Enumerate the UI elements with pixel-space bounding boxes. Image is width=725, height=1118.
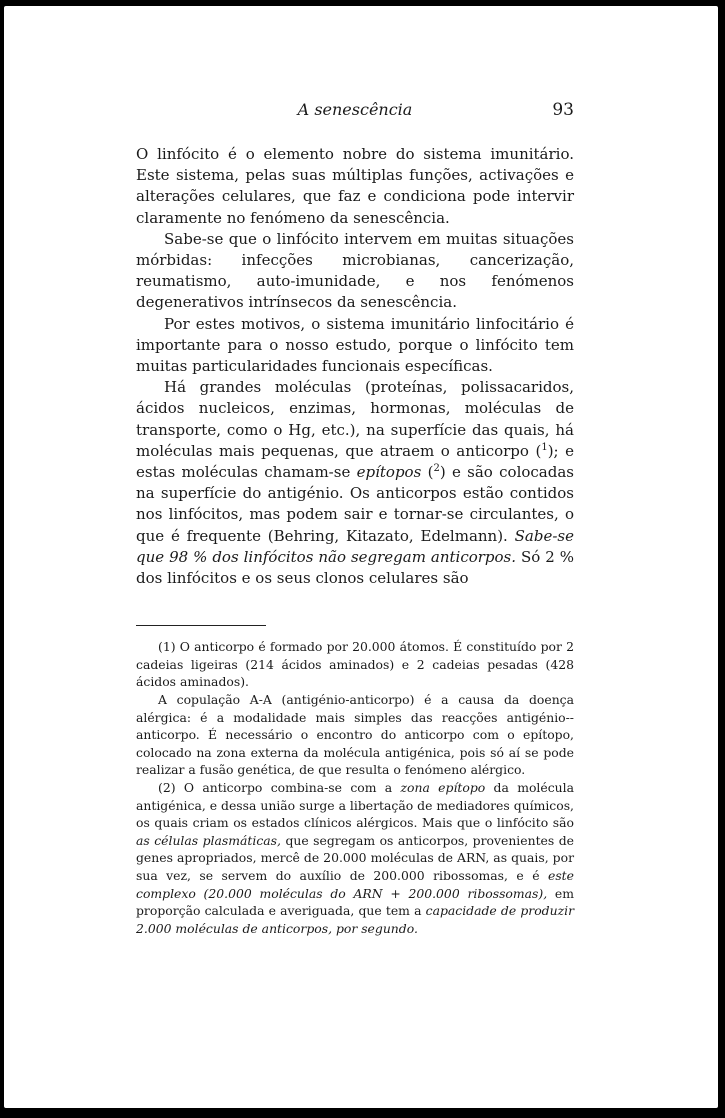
footnote-divider xyxy=(136,625,266,626)
footnote-2-text-d: em proporção calculada e averiguada, que tem a xyxy=(136,885,574,919)
page-number: 93 xyxy=(552,100,574,120)
footnote-ref-2: 2 xyxy=(433,463,440,475)
paragraph-3: Por estes motivos, o sistema imunitário linfocitário é importante para o nosso estudo, porque o linfócito tem muitas particularidades funcionais específicas. xyxy=(136,314,574,376)
body-text xyxy=(136,144,574,589)
paragraph-4 xyxy=(136,377,574,589)
running-head xyxy=(136,100,574,130)
term-complexo: este complexo (20.000 moléculas do ARN + 200.000 ribossomas), xyxy=(136,867,574,901)
term-epitopos: epítopos xyxy=(356,463,422,482)
footnote-2-text-c: que segregam os anticorpos, provenientes de genes apropriados, mercê de 20.000 moléculas de ARN, as quais, por sua vez, se servem do auxílio de 200.000 ribossomas, e é xyxy=(136,832,574,883)
book-page xyxy=(136,100,574,937)
footnote-ref-1: 1 xyxy=(541,441,548,453)
paragraph-4-text-d: ) e são colocadas na superfície do antigénio. Os anticorpos estão contidos nos linfócitos, mas podem sair e tornar-se circulantes, o que é frequente (Behring, Kitazato, Edelmann). xyxy=(136,463,574,545)
footnote-1-text: O anticorpo é formado por 20.000 átomos. É constituído por 2 cadeias ligeiras (214 ácidos aminados) e 2 cadeias pesadas (428 ácidos aminados). xyxy=(136,639,574,690)
paragraph-4-text-b: ); e estas moléculas chamam-se xyxy=(136,441,574,482)
footnote-2 xyxy=(136,779,574,937)
footnote-1-marker: (1) xyxy=(158,639,176,655)
paragraph-2: Sabe-se que o linfócito intervem em muitas situações mórbidas: infecções microbianas, cancerização, reumatismo, auto-imunidade, e nos fenómenos degenerativos intrínsecos da senescência. xyxy=(136,229,574,312)
footnote-2-marker: (2) xyxy=(158,780,176,796)
page-sheet xyxy=(4,6,718,1108)
term-capacidade: capacidade de produzir 2.000 moléculas de anticorpos, por segundo. xyxy=(136,903,574,936)
paragraph-4-text-e: Só 2 % dos linfócitos e os seus clonos celulares são xyxy=(136,547,574,588)
running-title: A senescência xyxy=(297,100,413,119)
paragraph-4-text-c: ( xyxy=(421,463,434,482)
term-celulas-plasmaticas: as células plasmáticas, xyxy=(136,832,281,848)
footnote-1 xyxy=(136,638,574,691)
paragraph-1: O linfócito é o elemento nobre do sistema imunitário. Este sistema, pelas suas múltiplas funções, activações e alterações celulares, que faz e condiciona pode intervir claramente no fenómeno da senescência. xyxy=(136,145,574,227)
paragraph-4-text-a: Há grandes moléculas (proteínas, polissacaridos, ácidos nucleicos, enzimas, hormonas, moléculas de transporte, como o Hg, etc.), na superfície das quais, há moléculas mais pequenas, que atraem o anticorpo ( xyxy=(136,378,574,460)
italic-statement: Sabe-se que 98 % dos linfócitos não segregam anticorpos. xyxy=(136,526,574,566)
footnote-2-text-a: O anticorpo combina-se com a xyxy=(183,780,401,796)
footnote-2-text-b: da molécula antigénica, e dessa união surge a libertação de mediadores químicos, os quais criam os estados clínicos alérgicos. Mais que o linfócito são xyxy=(136,780,574,831)
footnotes xyxy=(136,638,574,937)
footnote-1-continuation: A copulação A-A (antigénio-anticorpo) é a causa da doença alérgica: é a modalidade mais simples das reacções antigénio--anticorpo. É necessário o encontro do anticorpo com o epítopo, colocado na zona externa da molécula antigénica, pois só aí se pode realizar a fusão genética, de que resulta o fenómeno alérgico. xyxy=(136,692,574,778)
term-zona-epitopo: zona epítopo xyxy=(400,780,486,796)
